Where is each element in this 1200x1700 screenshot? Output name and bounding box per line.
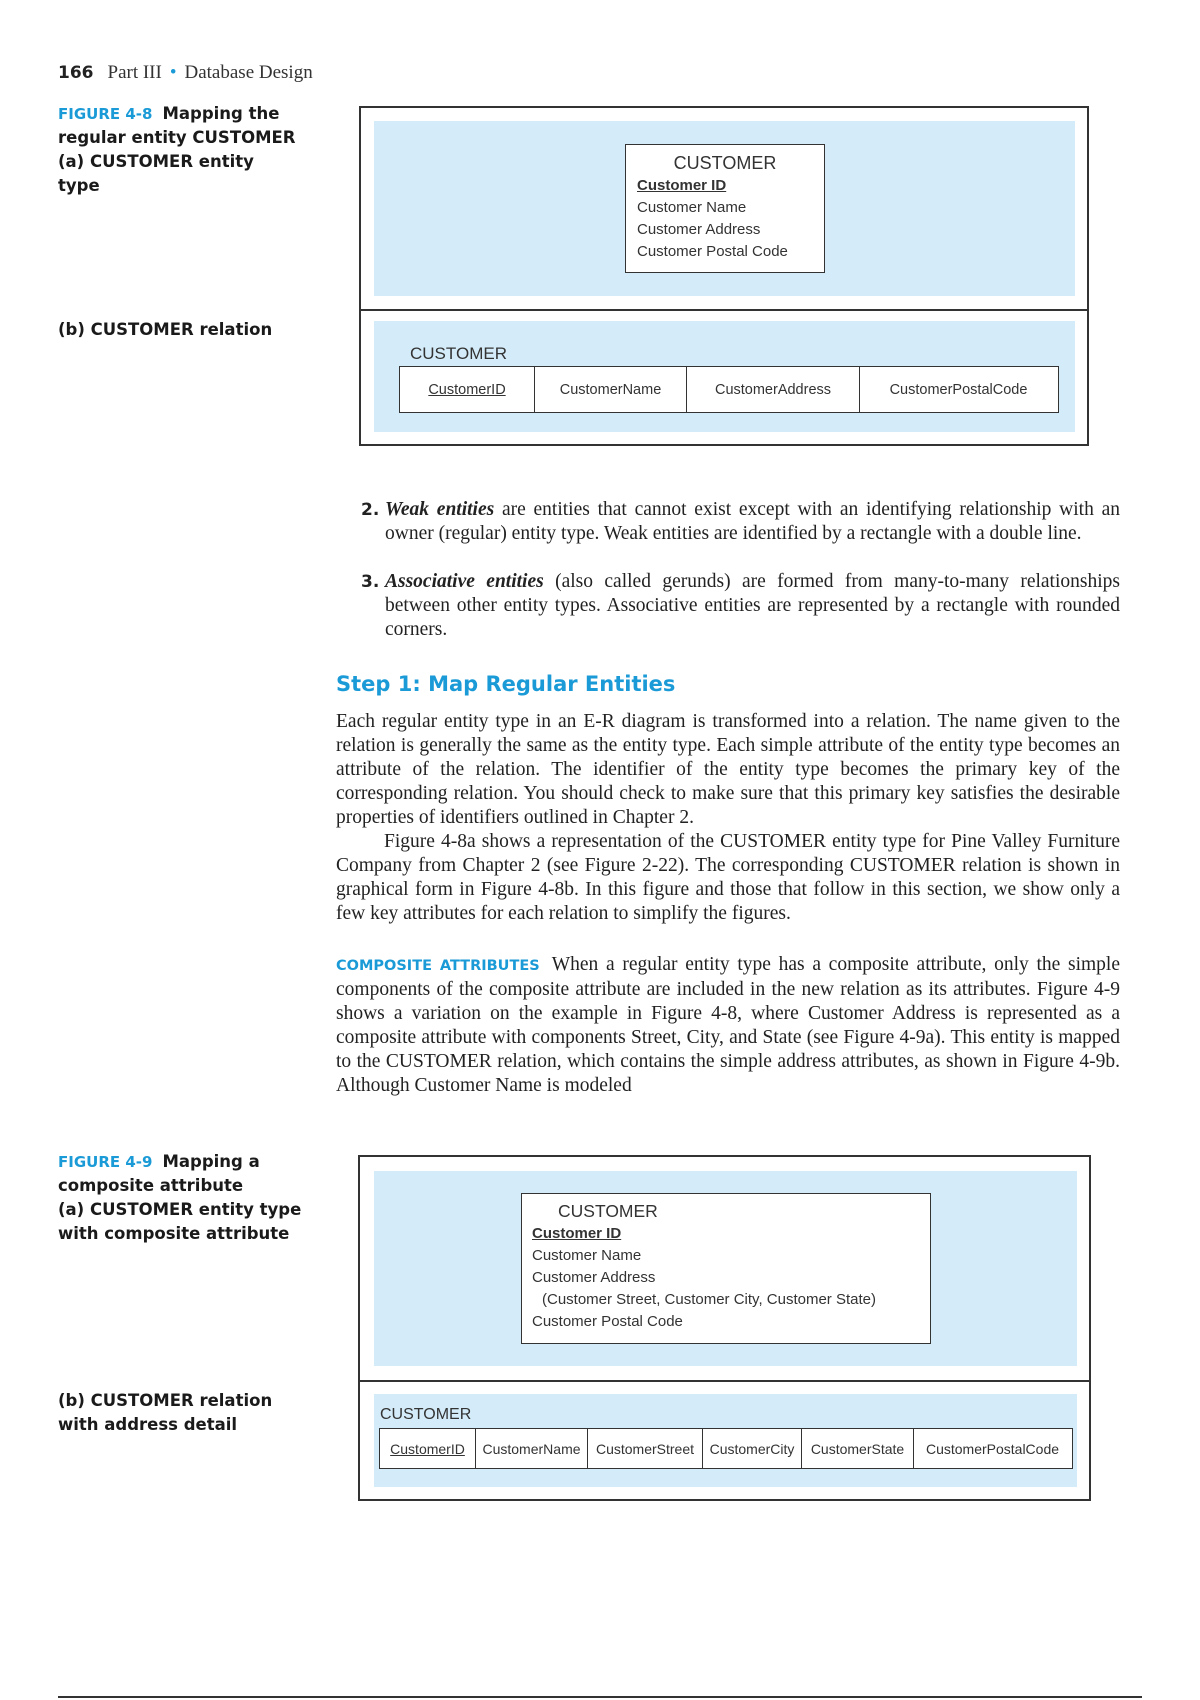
relation-column-pk: CustomerID: [380, 1429, 476, 1468]
figure-title: Mapping a composite attribute: [58, 1152, 260, 1195]
customer-relation: [399, 366, 1059, 413]
relation-column: CustomerName: [535, 367, 687, 412]
figure-divider: [361, 309, 1087, 311]
caption-a: (a) CUSTOMER entity type: [58, 152, 254, 195]
section-label: Database Design: [184, 62, 313, 83]
page-number: 166: [58, 63, 94, 83]
relation-column-pk: CustomerID: [400, 367, 535, 412]
figure-4-8: [359, 106, 1089, 446]
entity-primary-key: Customer ID: [637, 177, 727, 194]
relation-column: CustomerPostalCode: [889, 381, 1028, 398]
customer-entity-box: [521, 1193, 931, 1344]
relation-column: CustomerState: [802, 1429, 914, 1468]
figure-4-9: [358, 1155, 1091, 1501]
figure-4-9-caption: [58, 1150, 308, 1246]
bullet-separator: •: [169, 62, 177, 83]
list-text: are entities that cannot exist except with an identifying relationship with an owner (regular) entity type. Weak entities are identified by a rectangle with a double line.: [385, 499, 1120, 544]
entity-name: CUSTOMER: [673, 153, 777, 173]
list-number: 2.: [361, 500, 380, 520]
entity-attribute: Customer Address: [532, 1269, 656, 1286]
entity-attribute: Customer Postal Code: [637, 243, 788, 260]
customer-entity-box: [625, 144, 825, 273]
relation-column: CustomerCity: [703, 1429, 802, 1468]
entity-primary-key: Customer ID: [532, 1225, 622, 1242]
step-1-heading: Step 1: Map Regular Entities: [336, 672, 676, 696]
composite-attributes-heading: COMPOSITE ATTRIBUTES: [336, 958, 540, 974]
step-1-body: [336, 710, 1120, 926]
relation-column: CustomerName: [476, 1429, 588, 1468]
entity-attribute: Customer Postal Code: [532, 1313, 683, 1330]
list-text: (also called gerunds) are formed from many-to-many relationships between other entity types. Associative entities are represented by a rectangle with rounded corners.: [385, 571, 1120, 640]
customer-relation: [379, 1428, 1073, 1469]
part-label: Part III: [107, 62, 162, 83]
figure-4-8-caption-b: (b) CUSTOMER relation: [58, 320, 273, 339]
figure-4-9-caption-b: (b) CUSTOMER relation with address detail: [58, 1391, 273, 1434]
figure-4-8-caption: [58, 102, 298, 198]
entity-name: CUSTOMER: [558, 1201, 658, 1221]
figure-label: FIGURE 4-9: [58, 1153, 153, 1171]
entity-attribute: Customer Name: [637, 199, 747, 216]
figure-divider: [360, 1380, 1089, 1382]
entity-attribute: Customer Address: [637, 221, 761, 238]
paragraph: Each regular entity type in an E-R diagram is transformed into a relation. The name given to the relation is generally the same as the entity type. Each simple attribute of the entity type becomes an attribute of the relation. The identifier of the entity type becomes the primary key of the corresponding relation. You should check to make sure that this primary key satisfies the desirable properties of identifiers outlined in Chapter 2.: [336, 711, 1120, 828]
paragraph: Figure 4-8a shows a representation of the CUSTOMER entity type for Pine Valley Furniture Company from Chapter 2 (see Figure 2-22). The corresponding CUSTOMER relation is shown in graphical form in Figure 4-8b. In this figure and those that follow in this section, we show only a few key attributes for each relation to simplify the figures.: [336, 831, 1120, 924]
list-term: Weak entities: [385, 499, 495, 520]
relation-name: CUSTOMER: [410, 344, 507, 363]
list-number: 3.: [361, 572, 380, 592]
composite-attributes-paragraph: [336, 953, 1120, 1098]
relation-column: CustomerStreet: [588, 1429, 703, 1468]
footer-rule: [58, 1696, 1142, 1698]
caption-a: (a) CUSTOMER entity type with composite attribute: [58, 1200, 302, 1243]
entity-attribute: Customer Name: [532, 1247, 642, 1264]
list-item-associative-entities: [361, 570, 1120, 642]
paragraph-text: When a regular entity type has a composite attribute, only the simple components of the composite attribute are included in the new relation as its attributes. Figure 4-9 shows a variation on the example in Figure 4-8, where Customer Address is represented as a composite attribute with components Street, City, and State (see Figure 4-9a). This entity is mapped to the CUSTOMER relation, which contains the simple address attributes, as shown in Figure 4-9b. Although Customer Name is modeled: [336, 954, 1120, 1096]
list-item-weak-entities: [361, 498, 1120, 546]
relation-column: CustomerAddress: [687, 367, 860, 412]
running-header: [58, 62, 313, 84]
relation-name: CUSTOMER: [380, 1406, 472, 1423]
list-term: Associative entities: [385, 571, 544, 592]
figure-title: Mapping the regular entity CUSTOMER: [58, 104, 296, 147]
relation-column: CustomerPostalCode: [925, 1440, 1060, 1457]
entity-composite-components: (Customer Street, Customer City, Customer State): [542, 1291, 876, 1308]
figure-label: FIGURE 4-8: [58, 105, 153, 123]
